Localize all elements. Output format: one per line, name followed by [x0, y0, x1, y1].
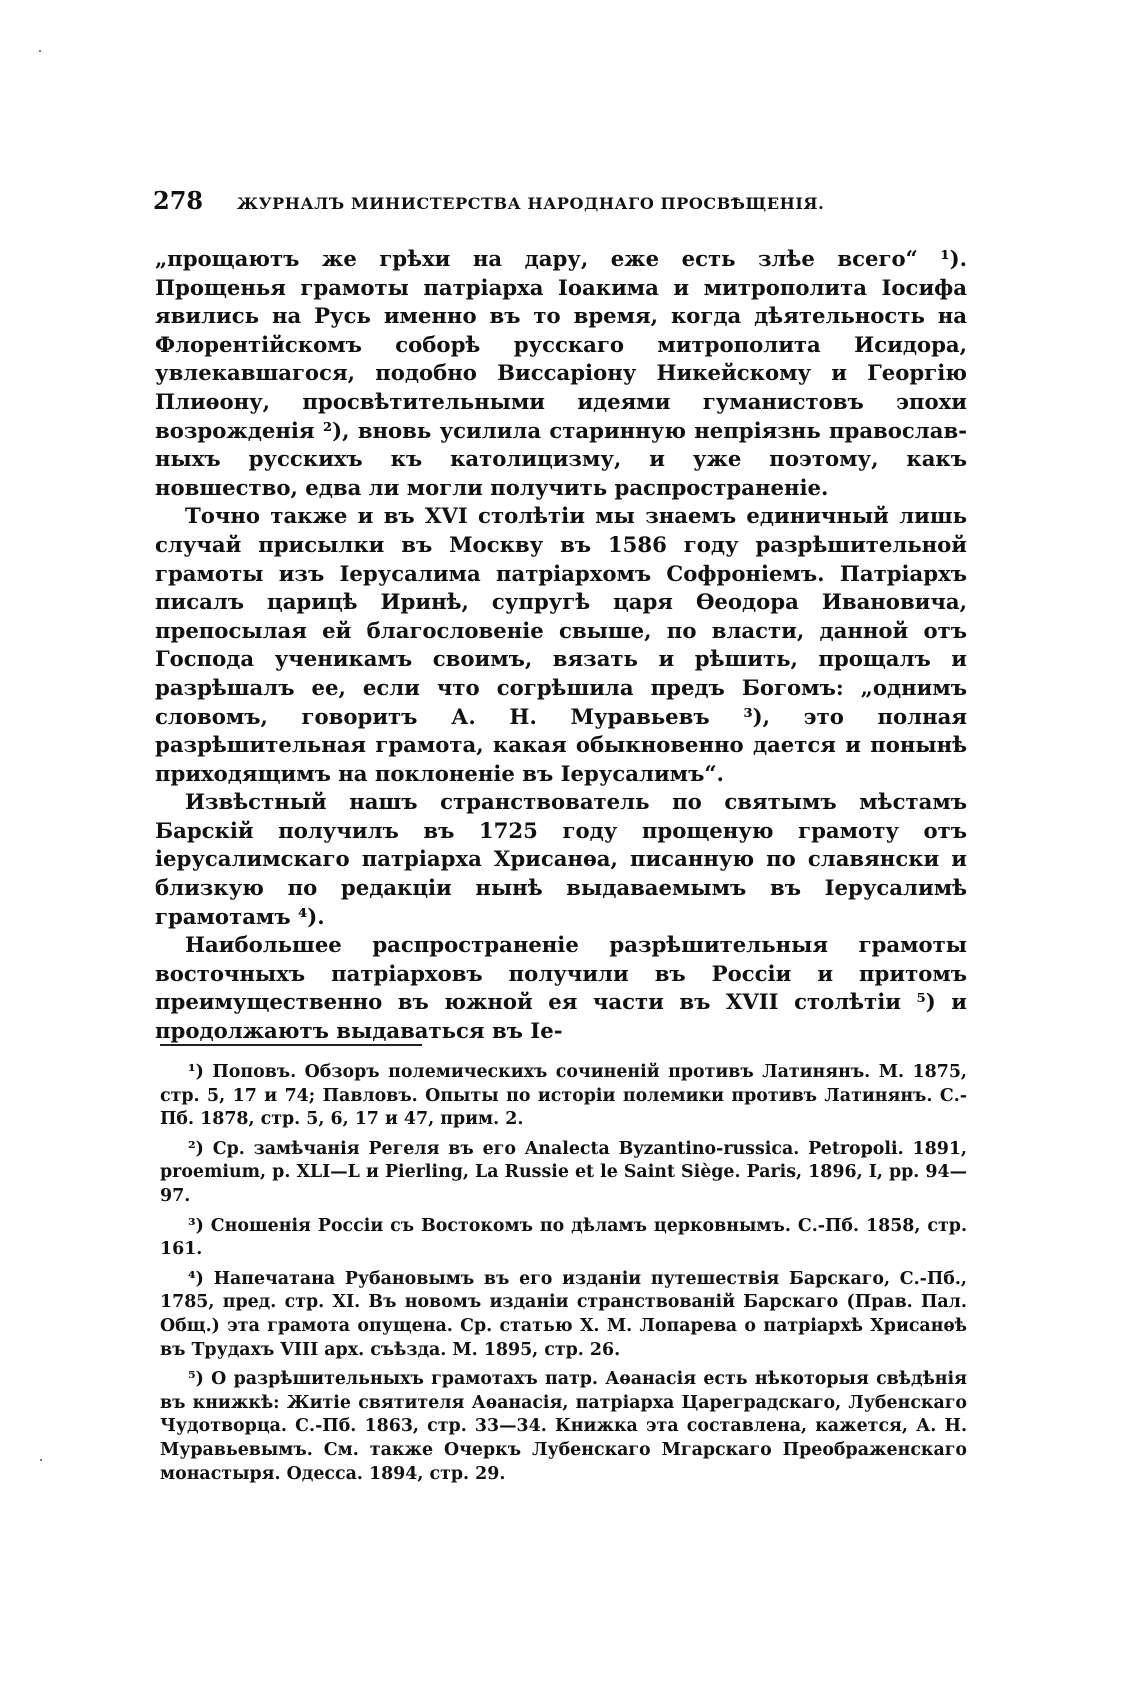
paragraph-1: „прощаютъ же грѣхи на дару, еже есть злѣе всего“ ¹). Прощенья грамоты патріарха Іоакима и митрополита Іосифа явились на Русь именно въ то время, когда дѣятельность на Флорентійскомъ соборѣ русскаго митрополита Исидора, увлекавшагося, подобно Виссаріону Никейскому и Георгію Плиѳону, просвѣтительными идеями гуманистовъ эпохи возрожденія ²), вновь усилила старинную непріязнь православныхъ русскихъ къ католицизму, и уже поэтому, какъ новшество, едва ли могли получить распространеніе. [155, 246, 967, 500]
page-header [153, 186, 979, 222]
footnotes [160, 1061, 967, 1492]
paragraph-2: Точно также и въ XVI столѣтіи мы знаемъ единичный лишь случай присылки въ Москву въ 1586 году разрѣшительной грамоты изъ Іерусалима патріархомъ Софроніемъ. Патріархъ писалъ царицѣ Иринѣ, супругѣ царя Ѳеодора Ивановича, препосылая ей благословеніе свыше, по власти, данной отъ Господа ученикамъ своимъ, вязать и рѣшить, прощалъ и разрѣшалъ ее, если что согрѣшила предъ Богомъ: „однимъ словомъ, говоритъ А. Н. Муравьевъ ³), это полная разрѣшительная грамота, какая обыкновенно дается и понынѣ приходящимъ на поклоненіе въ Іерусалимъ“. [155, 503, 967, 786]
footnote-5: ⁵) О разрѣшительныхъ грамотахъ патр. Аѳанасія есть нѣкоторыя свѣдѣнія въ книжкѣ: Житіе святителя Аѳанасія, патріарха Цареградскаго, Лубенскаго Чудотворца. С.-Пб. 1863, стр. 33—34. Книжка эта составлена, кажется, А. Н. Муравьевымъ. См. также Очеркъ Лубенскаго Мгарскаго Преображенскаго монастыря. Одесса. 1894, стр. 29. [160, 1369, 967, 1484]
scan-speck [39, 50, 41, 52]
footnote-divider [160, 1044, 422, 1046]
paragraph-4: Наибольшее распространеніе разрѣшительныя грамоты восточныхъ патріарховъ получили въ Россіи и притомъ преимущественно въ южной ея части въ XVII столѣтіи ⁵) и продолжаютъ выдаваться въ Іе- [155, 932, 967, 1044]
running-title: ЖУРНАЛЪ МИНИСТЕРСТВА НАРОДНАГО ПРОСВѢЩЕНІЯ. [237, 194, 825, 213]
footnote-4: ⁴) Напечатана Рубановымъ въ его изданіи путешествія Барскаго, С.-Пб., 1785, пред. стр. XI. Въ новомъ изданіи странствованій Барскаго (Прав. Пал. Общ.) эта грамота опущена. Ср. статью Х. М. Лопарева о патріархѣ Хрисанѳѣ въ Трудахъ VIII арх. съѣзда. М. 1895, стр. 26. [160, 1268, 967, 1360]
footnote-1: ¹) Поповъ. Обзоръ полемическихъ сочиненій противъ Латинянъ. М. 1875, стр. 5, 17 и 74; Павловъ. Опыты по исторіи полемики противъ Латинянъ. С.-Пб. 1878, стр. 5, 6, 17 и 47, прим. 2. [160, 1062, 967, 1130]
main-text [155, 245, 967, 1046]
scan-speck [40, 1459, 42, 1461]
page-number: 278 [153, 186, 204, 215]
footnote-3: ³) Сношенія Россіи съ Востокомъ по дѣламъ церковнымъ. С.-Пб. 1858, стр. 161. [160, 1215, 967, 1260]
paragraph-3: Извѣстный нашъ странствователь по святымъ мѣстамъ Барскій получилъ въ 1725 году прощеную грамоту отъ іерусалимскаго патріарха Хрисанѳа, писанную по славянски и близкую по редакціи нынѣ выдаваемымъ въ Іерусалимѣ грамотамъ ⁴). [155, 789, 967, 929]
footnote-2: ²) Ср. замѣчанія Регеля въ его Analecta Byzantino-russica. Petropoli. 1891, proemium, p. XLI—L и Pierling, La Russie et le Saint Siège. Paris, 1896, I, pp. 94—97. [160, 1138, 967, 1206]
